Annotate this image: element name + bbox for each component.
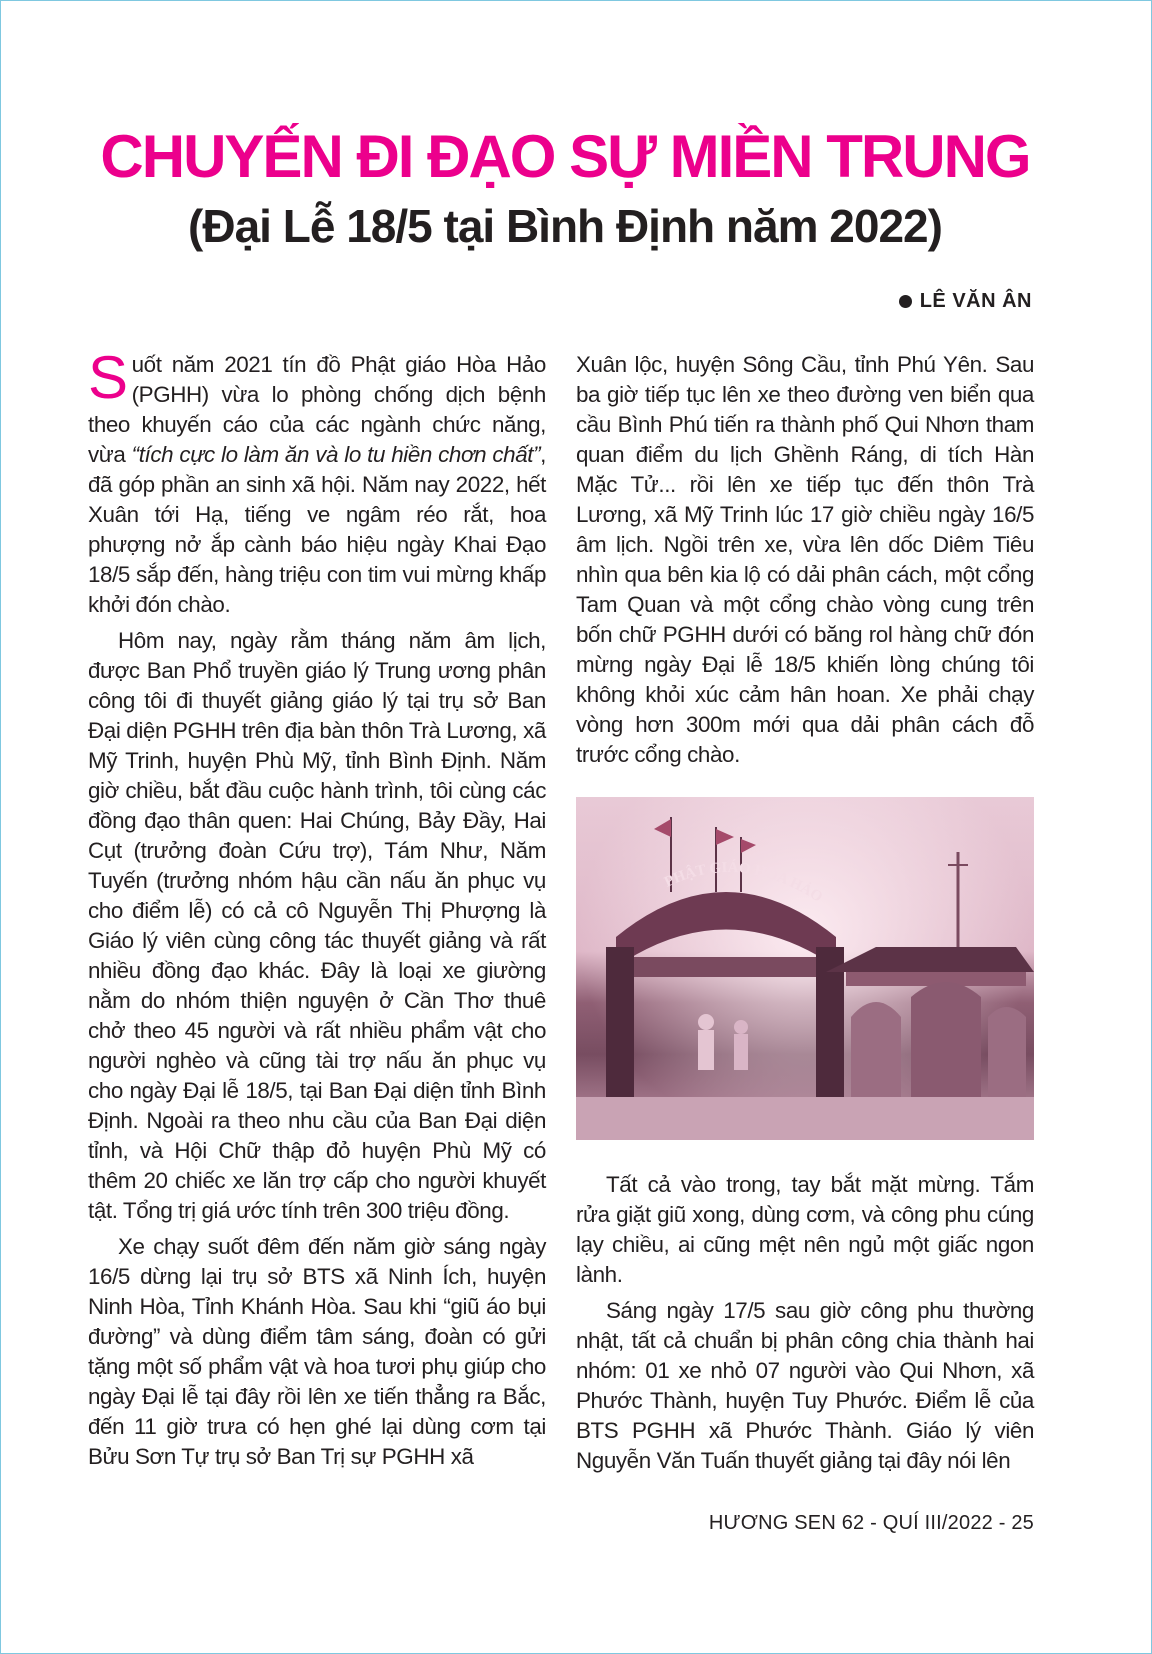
paragraph-1 [88,344,546,620]
paragraph-5: Tất cả vào trong, tay bắt mặt mừng. Tắm rửa giặt giũ xong, dùng cơm, và công phu cúng lạy chiều, ai cũng mệt nên ngủ một giấc ngon lành. [576,1172,1034,1287]
paragraph-1-text-b: , đã góp phần an sinh xã hội. Năm nay 2022, hết Xuân tới Hạ, tiếng ve ngâm réo rắt, hoa phượng nở ắp cành báo hiệu ngày Khai Đạo 18/5 sắp đến, hàng triệu con tim vui mừng khấp khởi đón chào. [88,442,546,617]
temple-gate-photo [576,797,1034,1140]
drop-cap: S [88,344,128,411]
author-name: LÊ VĂN ÂN [919,290,1032,312]
article-title: CHUYẾN ĐI ĐẠO SỰ MIỀN TRUNG [100,123,1030,190]
author-byline [700,288,1032,314]
paragraph-1-text-a: uốt năm 2021 tín đồ Phật giáo Hòa Hảo (PGHH) vừa lo phòng chống dịch bệnh theo khuyến cáo của các ngành chức năng, vừa [88,352,546,467]
gate-sign-text: PHẬT GIÁO HÒA HẢO [662,859,826,906]
paragraph-6: Sáng ngày 17/5 sau giờ công phu thường nhật, tất cả chuẩn bị phân công chia thành hai nhóm: 01 xe nhỏ 07 người vào Qui Nhơn, xã Phước Thành, huyện Tuy Phước. Điểm lễ của BTS PGHH xã Phước Thành. Giáo lý viên Nguyễn Văn Tuấn thuyết giảng tại đây nói lên [576,1298,1034,1473]
right-column [576,350,1034,776]
bullet-icon [899,295,912,308]
paragraph-3: Xe chạy suốt đêm đến năm giờ sáng ngày 16/5 dừng lại trụ sở BTS xã Ninh Ích, huyện Ninh Hòa, Tỉnh Khánh Hòa. Sau khi “giũ áo bụi đường” và dùng điểm tâm sáng, đoàn có gửi tặng một số phẩm vật và hoa tươi phụ giúp cho ngày Đại lễ tại đây rồi lên xe tiến thẳng ra Bắc, đến 11 giờ trưa có hẹn ghé lại dùng cơm tại Bửu Sơn Tự trụ sở Ban Trị sự PGHH xã [88,1234,546,1469]
page-footer: HƯƠNG SEN 62 - QUÍ III/2022 - 25 [708,1512,1034,1534]
left-column [88,344,546,1478]
right-column-lower [576,1170,1034,1482]
paragraph-2: Hôm nay, ngày rằm tháng năm âm lịch, được Ban Phổ truyền giáo lý Trung ương phân công tôi đi thuyết giảng giáo lý tại trụ sở Ban Đại diện PGHH trên địa bàn thôn Trà Lương, xã Mỹ Trinh, huyện Phù Mỹ, tỉnh Bình Định. Năm giờ chiều, bắt đầu cuộc hành trình, tôi cùng các đồng đạo thân quen: Hai Chúng, Bảy Đầy, Hai Cụt (trưởng đoàn Cứu trợ), Tám Như, Năm Tuyến (trưởng nhóm hậu cần nấu ăn phục vụ cho điểm lễ) có cả cô Nguyễn Thị Phượng là Giáo lý viên cùng công tác thuyết giảng và rất nhiều đồng đạo khác. Đây là loại xe giường nằm do nhóm thiện nguyện ở Cần Thơ thuê chở theo 45 người và rất nhiều phẩm vật cho người nghèo và cũng tài trợ nấu ăn phục vụ cho ngày Đại lễ 18/5, tại Ban Đại diện tỉnh Bình Định. Ngoài ra theo nhu cầu của Ban Đại diện tỉnh, và Hội Chữ thập đỏ huyện Phù Mỹ có thêm 20 chiếc xe lăn trợ cấp cho người khuyết tật. Tổng trị giá ước tính trên 300 triệu đồng. [88,628,546,1223]
paragraph-1-quote: “tích cực lo làm ăn và lo tu hiền chơn chất” [131,442,541,467]
temple-gate-illustration [576,797,1034,1140]
paragraph-4: Xuân lộc, huyện Sông Cầu, tỉnh Phú Yên. Sau ba giờ tiếp tục lên xe theo đường ven biển qua cầu Bình Phú tiến ra thành phố Qui Nhơn tham quan điểm du lịch Ghềnh Ráng, di tích Hàn Mặc Tử... rồi lên xe tiếp tục đến thôn Trà Lương, xã Mỹ Trinh lúc 17 giờ chiều ngày 16/5 âm lịch. Ngồi trên xe, vừa lên dốc Diêm Tiêu nhìn qua bên kia lộ có dải phân cách, một cổng Tam Quan và một cổng chào vòng cung trên bốn chữ PGHH dưới có băng rol hàng chữ đón mừng ngày Đại lễ 18/5 khiến lòng chúng tôi không khỏi xúc cảm hân hoan. Xe phải chạy vòng hơn 300m mới qua dải phân cách đỗ trước cổng chào. [576,352,1034,767]
article-subtitle: (Đại Lễ 18/5 tại Bình Định năm 2022) [188,200,942,252]
